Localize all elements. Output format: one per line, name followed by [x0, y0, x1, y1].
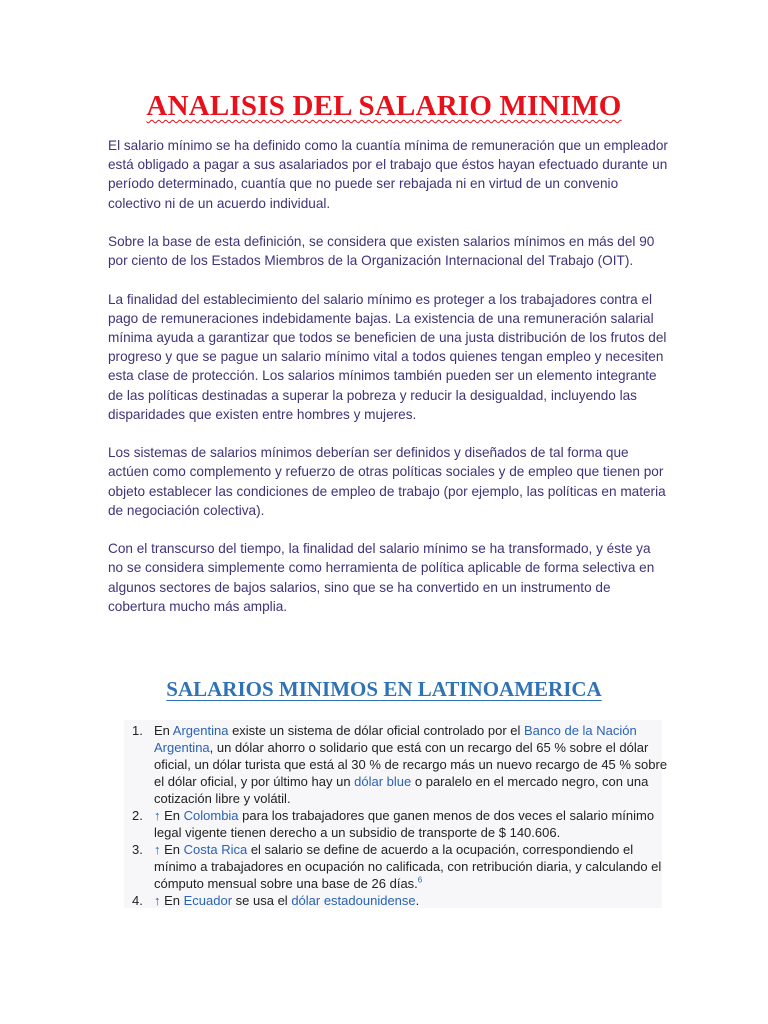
link-banco-nacion[interactable]: Banco de la Nación Argentina	[154, 723, 637, 755]
list-item-text: o paralelo en el mercado negro, con una cotización libre y volátil.	[154, 774, 649, 806]
list-item-text: el salario se define de acuerdo a la ocupación, correspondiendo el mínimo a trabajadores en ocupación no calificada, con retribución diaria, y calculando el cómputo mensual sobre una base de 26 días.	[154, 842, 662, 891]
list-item-text: existe un sistema de dólar oficial controlado por el	[228, 723, 524, 738]
link-dolar-blue[interactable]: dólar blue	[354, 774, 412, 789]
paragraph-4: Los sistemas de salarios mínimos deberían ser definidos y diseñados de tal forma que actúen como complemento y refuerzo de otras políticas sociales y de empleo que tienen por objeto establecer las condiciones de empleo de trabajo (por ejemplo, las políticas en materia de negociación colectiva).	[108, 445, 666, 518]
paragraph-2: Sobre la base de esta definición, se considera que existen salarios mínimos en más del 90 por ciento de los Estados Miembros de la Organización Internacional del Trabajo (OIT).	[108, 234, 655, 269]
document-title	[0, 88, 768, 124]
paragraph-3: La finalidad del establecimiento del salario mínimo es proteger a los trabajadores contra el pago de remuneraciones indebidamente bajas. La existencia de una remuneración salarial mínima ayuda a garantizar que todos se beneficien de una justa distribución de los frutos del progreso y que se pague un salario mínimo vital a todos quienes tengan empleo y necesiten esta clase de protección. Los salarios mínimos también pueden ser un elemento integrante de las políticas destinadas a superar la pobreza y reducir la desigualdad, incluyendo las disparidades que existen entre hombres y mujeres.	[108, 291, 667, 422]
list-item-text: para los trabajadores que ganen menos de dos veces el salario mínimo legal vigente tienen derecho a un subsidio de transporte de $ 140.606.	[154, 808, 655, 840]
paragraph-1: El salario mínimo se ha definido como la cuantía mínima de remuneración que un empleador está obligado a pagar a sus asalariados por el trabajo que éstos hayan efectuado durante un período determinado, cuantía que no puede ser rebajada ni en virtud de un convenio colectivo ni de un acuerdo individual.	[108, 138, 668, 211]
footnote-reference[interactable]: 6	[417, 875, 423, 885]
list-item-text: , un dólar ahorro o solidario que está con un recargo del 65 % sobre el dólar oficial, un dólar turista que está al 30 % de recargo más un nuevo recargo de 45 % sobre el dólar oficial, y por último hay un	[154, 740, 668, 789]
list-item-number: 4.	[132, 893, 143, 908]
back-arrow-icon[interactable]: ↑	[154, 842, 161, 857]
document-title-text: ANALISIS DEL SALARIO MINIMO	[146, 90, 622, 122]
list-item	[128, 841, 668, 892]
notes-list	[128, 722, 668, 909]
list-item-text: En	[160, 808, 184, 823]
list-item-number: 1.	[132, 723, 143, 738]
section-title	[0, 674, 768, 704]
list-item	[128, 722, 668, 807]
list-item	[128, 807, 668, 841]
link-costa-rica[interactable]: Costa Rica	[183, 842, 248, 857]
list-item-text: se usa el	[232, 893, 292, 908]
list-item-text: En	[154, 723, 173, 738]
list-item-text: .	[415, 893, 420, 908]
back-arrow-icon[interactable]: ↑	[154, 808, 161, 823]
link-dolar-estadounidense[interactable]: dólar estadounidense	[291, 893, 416, 908]
list-item-text: En	[160, 893, 184, 908]
back-arrow-icon[interactable]: ↑	[154, 893, 161, 908]
link-argentina[interactable]: Argentina	[172, 723, 229, 738]
paragraph-5: Con el transcurso del tiempo, la finalidad del salario mínimo se ha transformado, y éste ya no se considera simplemente como herramienta de política aplicable de forma selectiva en algunos sectores de bajos salarios, sino que se ha convertido en un instrumento de cobertura mucho más amplia.	[108, 541, 655, 614]
section-title-text: SALARIOS MINIMOS EN LATINOAMERICA	[166, 677, 602, 701]
list-item-number: 3.	[132, 842, 143, 857]
link-ecuador[interactable]: Ecuador	[183, 893, 233, 908]
list-item-text: En	[160, 842, 184, 857]
body-text	[108, 136, 668, 635]
list-item-number: 2.	[132, 808, 143, 823]
list-item	[128, 892, 668, 909]
link-colombia[interactable]: Colombia	[183, 808, 239, 823]
